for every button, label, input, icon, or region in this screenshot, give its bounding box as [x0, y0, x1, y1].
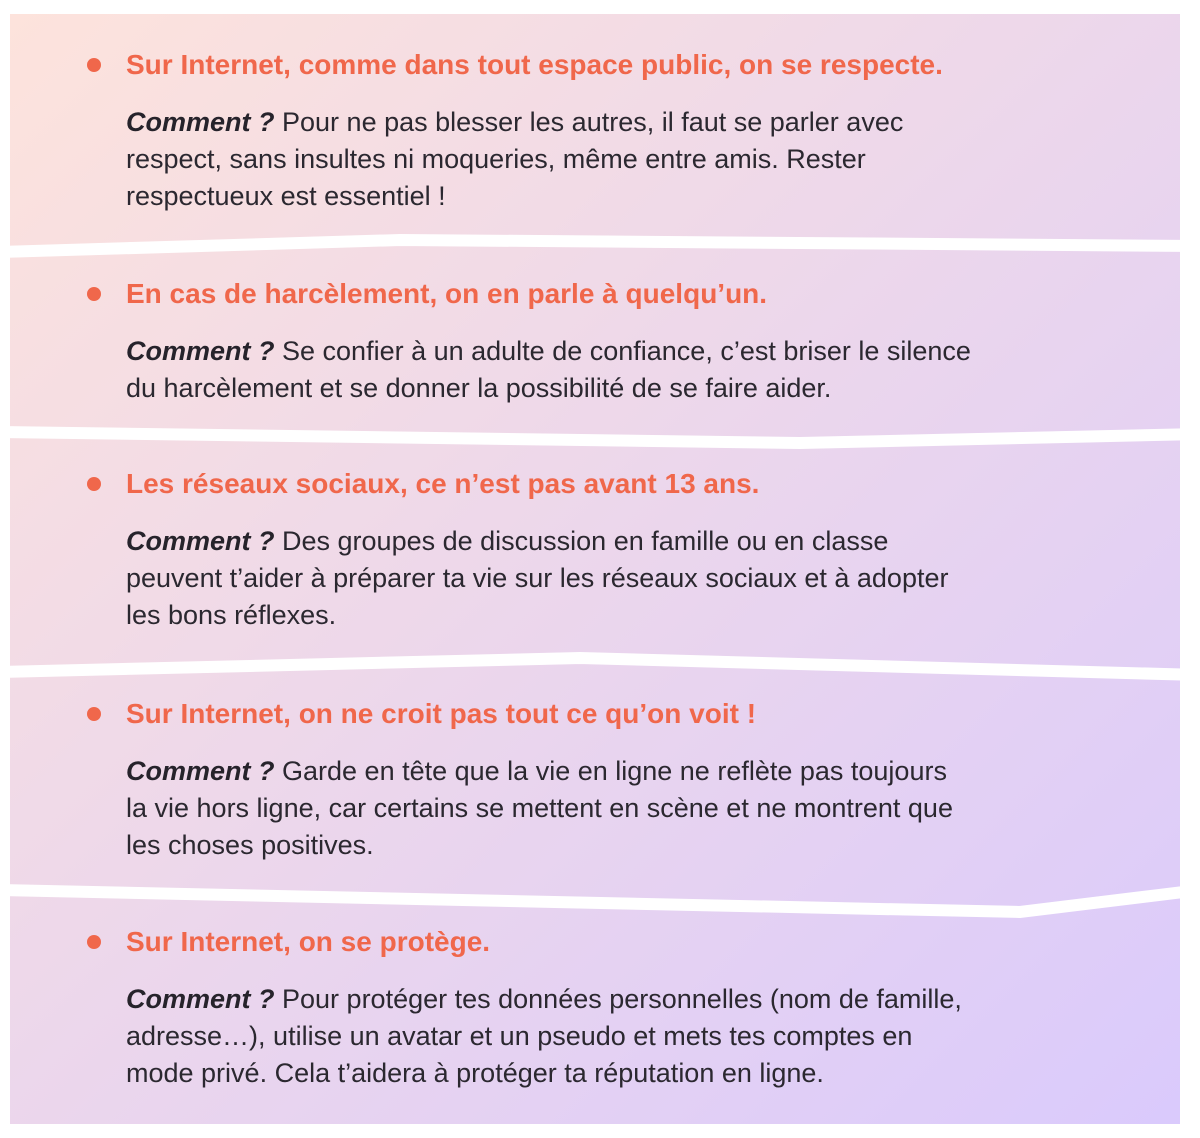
rule-explanation — [126, 981, 1086, 1092]
orange-dot-icon — [87, 935, 101, 949]
explanation-line: Comment ? Garde en tête que la vie en ligne ne reflète pas toujours — [126, 756, 947, 786]
orange-dot-icon — [87, 477, 101, 491]
explanation-line: adresse…), utilise un avatar et un pseudo et mets tes comptes en — [126, 1021, 913, 1051]
explanation-line: Comment ? Pour ne pas blesser les autres, il faut se parler avec — [126, 107, 904, 137]
explanation-line: respect, sans insultes ni moqueries, même entre amis. Rester — [126, 144, 866, 174]
comment-label: Comment ? — [126, 107, 275, 137]
rule-heading: Les réseaux sociaux, ce n’est pas avant 13 ans. — [126, 468, 760, 499]
explanation-line: Comment ? Se confier à un adulte de confiance, c’est briser le silence — [126, 336, 971, 366]
explanation-line: du harcèlement et se donner la possibilité de se faire aider. — [126, 373, 832, 403]
rule-heading: Sur Internet, comme dans tout espace public, on se respecte. — [126, 49, 943, 80]
explanation-line: mode privé. Cela t’aidera à protéger ta réputation en ligne. — [126, 1058, 824, 1088]
orange-dot-icon — [87, 58, 101, 72]
rule-heading: Sur Internet, on se protège. — [126, 926, 491, 957]
orange-dot-icon — [87, 707, 101, 721]
rule-explanation — [126, 333, 1086, 407]
comment-label: Comment ? — [126, 984, 275, 1014]
rule-explanation — [126, 523, 1086, 634]
rule-heading: En cas de harcèlement, on en parle à quelqu’un. — [126, 278, 768, 309]
rule-heading: Sur Internet, on ne croit pas tout ce qu’on voit ! — [126, 698, 757, 729]
explanation-line: les choses positives. — [126, 830, 374, 860]
comment-label: Comment ? — [126, 756, 275, 786]
explanation-line: Comment ? Pour protéger tes données personnelles (nom de famille, — [126, 984, 962, 1014]
explanation-line: la vie hors ligne, car certains se mettent en scène et ne montrent que — [126, 793, 953, 823]
explanation-line: les bons réflexes. — [126, 600, 337, 630]
explanation-line: respectueux est essentiel ! — [126, 181, 446, 211]
explanation-line: peuvent t’aider à préparer ta vie sur les réseaux sociaux et à adopter — [126, 563, 949, 593]
rule-explanation — [126, 753, 1086, 864]
comment-label: Comment ? — [126, 526, 275, 556]
comment-label: Comment ? — [126, 336, 275, 366]
orange-dot-icon — [87, 287, 101, 301]
explanation-line: Comment ? Des groupes de discussion en famille ou en classe — [126, 526, 889, 556]
rule-explanation — [126, 104, 1086, 215]
